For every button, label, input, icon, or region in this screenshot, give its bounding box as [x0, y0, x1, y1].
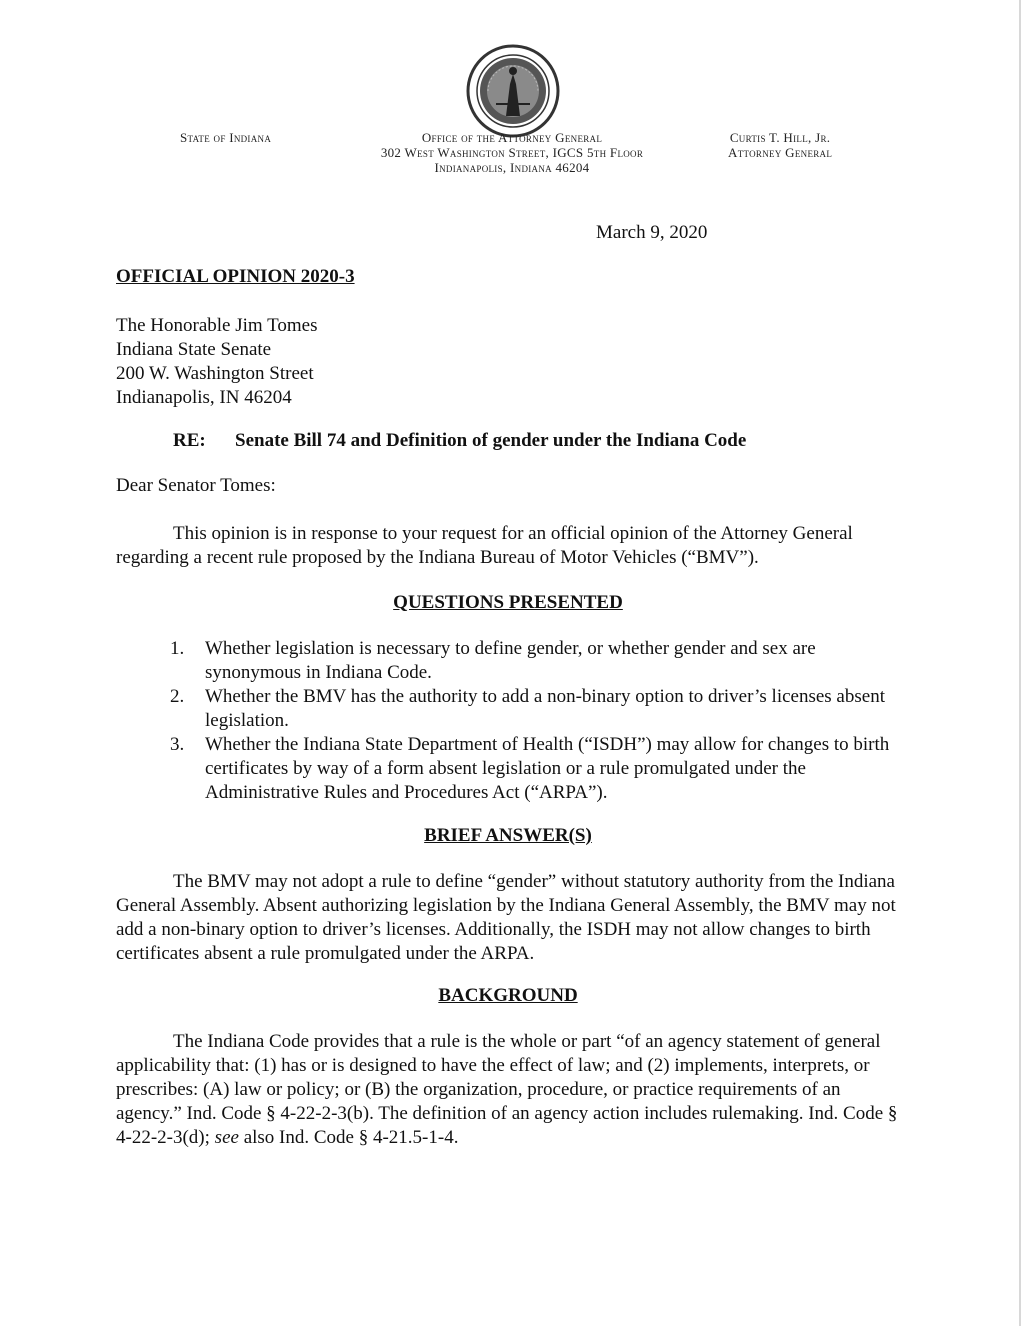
question-text: Whether the Indiana State Department of Health (“ISDH”) may allow for changes to birth certificates by way of a form absent legislation or a rule promulgated under the Administrative Rules and Procedures Act (“ARPA”). [205, 734, 890, 803]
brief-answers-paragraph: The BMV may not adopt a rule to define “gender” without statutory authority from the Indiana General Assembly. Absent authorizing legislation by the Indiana General Assembly, the BMV may not add a non-binary option to driver’s licenses. Additionally, the ISDH may not allow changes to birth certificates absent a rule promulgated under the ARPA. [116, 871, 896, 964]
questions-list [116, 637, 900, 805]
opinion-title: OFFICIAL OPINION 2020-3 [116, 266, 355, 287]
re-label: RE: [173, 430, 206, 451]
intro-paragraph: This opinion is in response to your request for an official opinion of the Attorney General regarding a recent rule proposed by the Indiana Bureau of Motor Vehicles (“BMV”). [116, 523, 853, 568]
letterhead-office-city: Indianapolis, Indiana 46204 [434, 160, 590, 175]
background-heading: BACKGROUND [438, 985, 578, 1006]
re-line [173, 430, 746, 452]
letterhead-attorney-title: Attorney General [728, 145, 833, 160]
question-number: 2. [170, 686, 185, 707]
letterhead-office-name: Office of the Attorney General [421, 130, 603, 145]
addressee-name: The Honorable Jim Tomes [116, 315, 318, 336]
letterhead-state: State of Indiana [180, 130, 272, 145]
letterhead-attorney [728, 130, 832, 160]
page-edge-divider [1019, 0, 1021, 1326]
salutation: Dear Senator Tomes: [116, 475, 276, 496]
list-item [116, 637, 900, 685]
state-seal-icon [466, 44, 560, 138]
re-subject: Senate Bill 74 and Definition of gender under the Indiana Code [235, 430, 747, 451]
background-text-1: The Indiana Code provides that a rule is the whole or part “of an agency statement of general applicability that: (1) has or is designed to have the effect of law; and (2) implements, interprets, or prescribes: (A) law or policy; or (B) the organization, procedure, or practice requirements of an agency.” Ind. Code § 4-22-2-3(b). The definition of an agency action includes rulemaking. Ind. Code § 4-22-2-3(d); [116, 1031, 898, 1148]
letterhead-attorney-name: Curtis T. Hill, Jr. [729, 130, 831, 145]
question-number: 1. [170, 638, 185, 659]
background-text-2: also Ind. Code § 4-21.5-1-4. [238, 1127, 459, 1148]
addressee-city: Indianapolis, IN 46204 [116, 387, 292, 408]
question-text: Whether the BMV has the authority to add a non-binary option to driver’s licenses absent legislation. [205, 686, 885, 731]
question-number: 3. [170, 734, 185, 755]
list-item [116, 685, 900, 733]
letter-date: March 9, 2020 [596, 222, 708, 243]
list-item [116, 733, 900, 805]
brief-answers-heading: BRIEF ANSWER(S) [424, 825, 592, 846]
background-see: see [214, 1127, 239, 1148]
letterhead-office [330, 130, 694, 175]
addressee-org: Indiana State Senate [116, 339, 272, 360]
question-text: Whether legislation is necessary to define gender, or whether gender and sex are synonymous in Indiana Code. [205, 638, 816, 683]
addressee-street: 200 W. Washington Street [116, 363, 314, 384]
letterhead-office-street: 302 West Washington Street, IGCS 5th Floor [380, 145, 644, 160]
questions-heading: QUESTIONS PRESENTED [393, 592, 623, 613]
background-paragraph [116, 1030, 900, 1150]
addressee-block [116, 314, 317, 410]
